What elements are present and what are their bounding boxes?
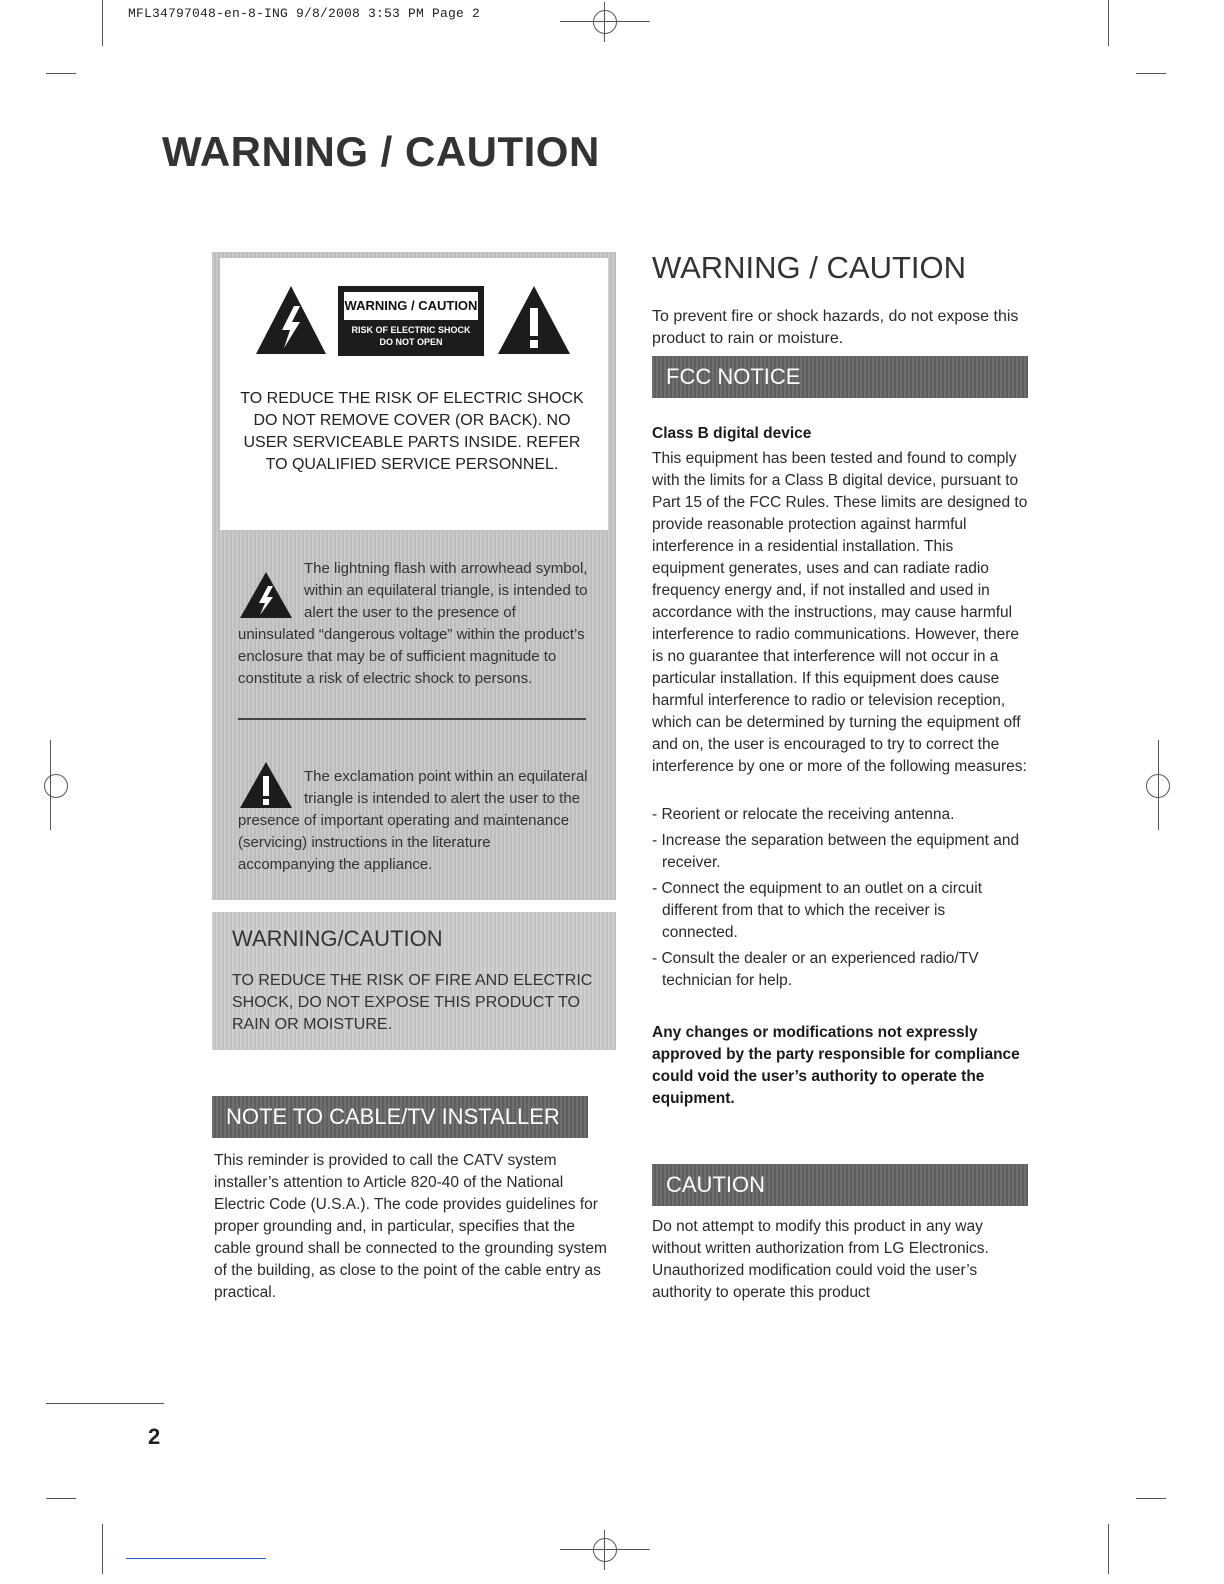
list-item: - Connect the equipment to an outlet on a circuit different from that to which the receiver is connected. bbox=[652, 880, 983, 941]
modifications-warning: Any changes or modifications not expressly approved by the party responsible for compliance could void the user’s authority to operate the equipment. bbox=[652, 1024, 1020, 1107]
interference-measures-list bbox=[652, 804, 1022, 996]
page-title: WARNING / CAUTION bbox=[162, 128, 600, 175]
fire-warning-text: TO REDUCE THE RISK OF FIRE AND ELECTRIC SHOCK, DO NOT EXPOSE THIS PRODUCT TO RAIN OR MOISTURE. bbox=[232, 972, 593, 1033]
page-number: 2 bbox=[148, 1424, 161, 1449]
lightning-triangle-icon bbox=[254, 284, 328, 356]
section-title: WARNING / CAUTION bbox=[652, 250, 967, 285]
fcc-notice-heading: FCC NOTICE bbox=[652, 356, 1028, 398]
label-plate-line: DO NOT OPEN bbox=[379, 337, 443, 347]
fire-warning-title: WARNING/CAUTION bbox=[232, 926, 443, 951]
crop-mark bbox=[1108, 0, 1109, 46]
lightning-explanation bbox=[238, 558, 590, 690]
crop-mark bbox=[1136, 73, 1166, 74]
crop-mark bbox=[604, 1530, 605, 1570]
fcc-notice-text: This equipment has been tested and found to comply with the limits for a Class B digital device, pursuant to Part 15 of the FCC Rules. These limits are designed to provide reasonable protection against harmful interference in a residential installation. This equipment generates, uses and can radiate radio frequency energy and, if not installed and used in accordance with the instructions, may cause harmful interference to radio communications. However, there is no guarantee that interference will not occur in a particular installation. If this equipment does cause harmful interference to radio or television reception, which can be determined by turning the equipment off and on, the user is encouraged to try to correct the interference by one or more of the following measures: bbox=[652, 450, 1028, 775]
list-item: - Consult the dealer or an experienced radio/TV technician for help. bbox=[652, 950, 979, 989]
cable-installer-heading: NOTE TO CABLE/TV INSTALLER bbox=[212, 1096, 588, 1138]
exclamation-triangle-icon bbox=[238, 760, 294, 810]
caution-text: Do not attempt to modify this product in any way without written authorization from LG Electronics. Unauthorized modification could void the user’s authority to operate this product bbox=[652, 1218, 989, 1301]
warning-label-plate bbox=[338, 286, 484, 356]
electric-shock-warning-text: TO REDUCE THE RISK OF ELECTRIC SHOCK DO NOT REMOVE COVER (OR BACK). NO USER SERVICEABLE PARTS INSIDE. REFER TO QUALIFIED SERVICE PERSONNEL. bbox=[240, 390, 584, 473]
crop-mark bbox=[46, 73, 76, 74]
crop-mark bbox=[560, 21, 650, 22]
footer-line bbox=[126, 1558, 266, 1559]
exclamation-explanation bbox=[238, 766, 590, 876]
crop-mark bbox=[1136, 1498, 1166, 1499]
lightning-triangle-icon bbox=[238, 570, 294, 620]
exclamation-triangle-icon bbox=[496, 284, 572, 356]
divider bbox=[238, 718, 586, 720]
registration-mark-icon bbox=[593, 10, 617, 34]
cable-installer-text: This reminder is provided to call the CATV system installer’s attention to Article 820-40 of the National Electric Code (U.S.A.). The code provides guidelines for proper grounding and, in particular, specifies that the cable ground shall be connected to the grounding system of the building, as close to the point of the cable entry as practical. bbox=[214, 1152, 607, 1301]
registration-mark-icon bbox=[1146, 774, 1170, 798]
crop-mark bbox=[604, 2, 605, 42]
warning-sign-row bbox=[220, 282, 608, 362]
label-plate-line: RISK OF ELECTRIC SHOCK bbox=[351, 325, 471, 335]
crop-mark bbox=[102, 0, 103, 46]
registration-mark-icon bbox=[593, 1538, 617, 1562]
registration-mark-icon bbox=[44, 774, 68, 798]
exclamation-explanation-text: The exclamation point within an equilateral triangle is intended to alert the user to the presence of important operating and maintenance (servicing) instructions in the literature accompanying the appliance. bbox=[238, 768, 588, 873]
hazard-intro: To prevent fire or shock hazards, do not expose this product to rain or moisture. bbox=[652, 308, 1019, 347]
crop-mark bbox=[1108, 1524, 1109, 1574]
print-slug: MFL34797048-en-8-ING 9/8/2008 3:53 PM Page 2 bbox=[128, 6, 481, 21]
list-item: - Reorient or relocate the receiving antenna. bbox=[652, 806, 955, 823]
class-b-subheading: Class B digital device bbox=[652, 425, 812, 442]
crop-mark bbox=[46, 1498, 76, 1499]
list-item: - Increase the separation between the equipment and receiver. bbox=[652, 832, 1020, 871]
label-plate-subtitle bbox=[340, 324, 482, 348]
label-plate-title: WARNING / CAUTION bbox=[344, 292, 478, 320]
lightning-explanation-text: The lightning flash with arrowhead symbol, within an equilateral triangle, is intended to alert the user to the presence of uninsulated “dangerous voltage” within the product’s enclosure that may be of sufficient magnitude to constitute a risk of electric shock to persons. bbox=[238, 560, 588, 687]
footer-rule bbox=[46, 1403, 164, 1404]
crop-mark bbox=[102, 1524, 103, 1574]
crop-mark bbox=[560, 1549, 650, 1550]
caution-heading: CAUTION bbox=[652, 1164, 1028, 1206]
